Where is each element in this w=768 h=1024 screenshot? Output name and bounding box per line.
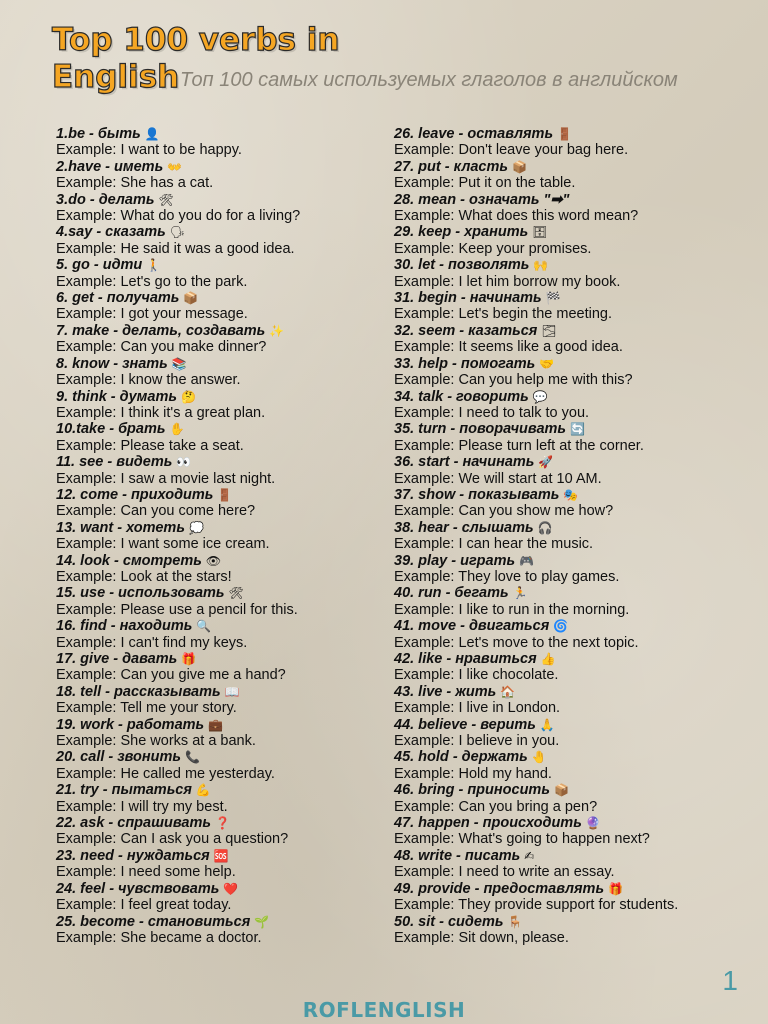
verb-emoji-icon: 🏠	[500, 684, 516, 699]
list-item	[56, 881, 396, 914]
example-sentence: Example: Can you make dinner?	[56, 339, 267, 356]
list-item	[394, 651, 734, 684]
verb-emoji-icon: 🎮	[519, 553, 535, 568]
verb-text: 13. want - хотеть	[56, 519, 185, 536]
verb-emoji-icon: 👍	[540, 652, 556, 666]
list-item	[56, 749, 396, 782]
title-line-1: Top 100 verbs in	[52, 22, 340, 58]
verb-text: 11. see - видеть	[56, 454, 173, 471]
list-item	[394, 749, 734, 782]
example-sentence: Example: Tell me your story.	[56, 700, 237, 717]
verb-text: 37. show - показывать	[394, 486, 560, 503]
verb-text: 26. leave - оставлять	[394, 126, 554, 142]
verb-emoji-icon: 🎁	[608, 881, 624, 896]
list-item	[56, 454, 396, 487]
verb-emoji-icon: ✨	[269, 323, 285, 338]
verb-emoji-icon: 🤔	[180, 389, 196, 404]
verb-emoji-icon: 💭	[188, 520, 204, 535]
verb-heading	[394, 126, 734, 142]
example-sentence: Example: Please use a pencil for this.	[56, 601, 298, 618]
verb-emoji-icon: 🌫	[541, 323, 557, 338]
list-item	[394, 356, 734, 389]
verb-text: 28. mean - означать "➡"	[394, 191, 570, 208]
verb-heading	[56, 421, 396, 437]
verb-text: 30. let - позволять	[394, 257, 530, 274]
verb-emoji-icon: 🎁	[181, 652, 197, 666]
verb-text: 6. get - получать	[56, 290, 180, 307]
list-item	[56, 782, 396, 815]
list-item	[56, 389, 396, 422]
verb-emoji-icon: 👐	[167, 159, 183, 174]
verb-heading	[56, 914, 396, 930]
list-item	[56, 618, 396, 651]
example-sentence: Example: It seems like a good idea.	[394, 339, 623, 356]
example-sentence: Example: I want some ice cream.	[56, 536, 270, 553]
verb-text: 4.say - сказать	[56, 224, 166, 241]
verb-heading	[394, 323, 734, 339]
list-item	[394, 717, 734, 750]
verb-emoji-icon: 🏁	[545, 291, 561, 306]
verb-emoji-icon: 📖	[224, 684, 240, 699]
verb-emoji-icon: 👁	[205, 553, 222, 568]
verb-heading	[394, 782, 734, 798]
example-sentence: Example: Keep your promises.	[394, 240, 592, 257]
example-sentence: Example: He called me yesterday.	[56, 765, 275, 782]
verb-emoji-icon: 🚀	[538, 455, 554, 470]
verb-text: 42. like - нравиться	[394, 651, 537, 667]
verb-emoji-icon: 👤	[144, 127, 160, 141]
verb-heading	[394, 881, 734, 897]
verb-text: 10.take - брать	[56, 421, 166, 438]
verb-heading	[394, 520, 734, 536]
list-item	[56, 290, 396, 323]
example-sentence: Example: I like chocolate.	[394, 667, 559, 684]
example-sentence: Example: What do you do for a living?	[56, 208, 301, 225]
list-item	[394, 848, 734, 881]
example-sentence: Example: Let's go to the park.	[56, 273, 248, 290]
example-sentence: Example: Hold my hand.	[394, 765, 552, 782]
verb-heading	[56, 815, 396, 831]
verb-emoji-icon: 📦	[511, 159, 527, 174]
verb-text: 31. begin - начинать	[394, 290, 542, 307]
verb-emoji-icon: 💪	[195, 783, 211, 798]
verb-text: 34. talk - говорить	[394, 388, 529, 405]
example-sentence: Example: Look at the stars!	[56, 568, 232, 585]
list-item	[394, 585, 734, 618]
verb-heading	[56, 684, 396, 700]
page-number: 1	[722, 965, 738, 996]
example-sentence: Example: Can you come here?	[56, 503, 256, 520]
example-sentence: Example: Can you show me how?	[394, 503, 614, 520]
verb-heading	[56, 126, 396, 142]
example-sentence: Example: I got your message.	[56, 306, 248, 323]
list-item	[394, 224, 734, 257]
verb-heading	[394, 848, 734, 864]
example-sentence: Example: What does this word mean?	[394, 208, 639, 225]
verb-heading	[394, 651, 734, 667]
verb-emoji-icon: 🙌	[533, 258, 549, 273]
brand-name: ROFLENGLISH	[302, 998, 466, 1022]
verb-heading	[56, 290, 396, 306]
verb-text: 5. go - идти	[56, 257, 143, 274]
verb-text: 49. provide - предоставлять	[394, 880, 605, 897]
list-item	[56, 651, 396, 684]
verb-heading	[56, 881, 396, 897]
list-item	[56, 848, 396, 881]
verb-text: 18. tell - рассказывать	[56, 683, 221, 700]
verb-emoji-icon: 🪑	[507, 914, 523, 929]
verb-text: 50. sit - сидеть	[394, 913, 504, 930]
list-item	[56, 585, 396, 618]
verb-emoji-icon: 📚	[171, 356, 187, 371]
verb-heading	[56, 356, 396, 372]
verb-heading	[56, 782, 396, 798]
list-item	[394, 192, 734, 225]
verb-heading	[394, 618, 734, 634]
verb-emoji-icon: 🚪	[557, 127, 573, 141]
list-item	[56, 192, 396, 225]
list-item	[394, 553, 734, 586]
example-sentence: Example: Can you bring a pen?	[394, 798, 598, 815]
verb-text: 29. keep - хранить	[394, 224, 529, 241]
verb-heading	[56, 192, 396, 208]
list-item	[394, 454, 734, 487]
verb-emoji-icon: 🔍	[196, 619, 212, 634]
list-item	[394, 389, 734, 422]
list-item	[56, 717, 396, 750]
verb-text: 3.do - делать	[56, 191, 155, 208]
list-item	[56, 684, 396, 717]
list-item	[56, 159, 396, 192]
verb-emoji-icon: 🛠	[158, 192, 174, 207]
verb-emoji-icon: 💬	[532, 389, 548, 404]
verb-emoji-icon: 📦	[553, 783, 569, 798]
example-sentence: Example: I need some help.	[56, 864, 236, 881]
verb-text: 40. run - бегать	[394, 585, 509, 602]
verb-emoji-icon: 🤚	[531, 750, 547, 765]
example-sentence: Example: I will try my best.	[56, 798, 228, 815]
verb-heading	[394, 684, 734, 700]
verb-heading	[394, 224, 734, 240]
verb-heading	[394, 487, 734, 503]
verb-heading	[56, 651, 396, 667]
verb-heading	[394, 290, 734, 306]
verb-text: 8. know - знать	[56, 355, 168, 372]
example-sentence: Example: I think it's a great plan.	[56, 404, 266, 421]
verb-heading	[394, 159, 734, 175]
list-item	[394, 618, 734, 651]
verb-heading	[394, 389, 734, 405]
verb-emoji-icon: 🌱	[254, 914, 270, 929]
example-sentence: Example: I can hear the music.	[394, 536, 594, 553]
verb-emoji-icon: 🌀	[553, 619, 569, 634]
verb-emoji-icon: 👀	[176, 455, 192, 470]
verb-emoji-icon: 🚶	[146, 258, 162, 273]
list-item	[394, 159, 734, 192]
example-sentence: Example: I believe in you.	[394, 733, 560, 750]
example-sentence: Example: I need to write an essay.	[394, 864, 615, 881]
example-sentence: Example: I can't find my keys.	[56, 634, 248, 651]
example-sentence: Example: I saw a movie last night.	[56, 470, 276, 487]
verb-text: 35. turn - поворачивать	[394, 421, 567, 438]
list-item	[56, 356, 396, 389]
verb-emoji-icon: 🛠	[228, 586, 244, 601]
list-item	[394, 782, 734, 815]
page-subtitle: Топ 100 самых используемых глаголов в английском	[180, 69, 678, 91]
verb-heading	[394, 914, 734, 930]
verb-text: 21. try - пытаться	[56, 782, 192, 799]
verb-heading	[56, 257, 396, 273]
example-sentence: Example: Sit down, please.	[394, 929, 569, 946]
verb-emoji-icon: 🎧	[537, 520, 553, 535]
example-sentence: Example: Put it on the table.	[394, 175, 576, 192]
example-sentence: Example: We will start at 10 AM.	[394, 470, 602, 487]
list-item	[56, 421, 396, 454]
verb-emoji-icon: 📦	[183, 291, 199, 306]
verb-heading	[394, 421, 734, 437]
example-sentence: Example: Can you give me a hand?	[56, 667, 286, 684]
verb-emoji-icon: 🙏	[539, 717, 555, 732]
verb-text: 36. start - начинать	[394, 454, 535, 471]
verb-heading	[56, 749, 396, 765]
verb-emoji-icon: 🗄	[532, 225, 548, 240]
verb-heading	[394, 192, 734, 208]
list-item	[394, 126, 734, 159]
verb-text: 7. make - делать, создавать	[56, 322, 266, 339]
verb-text: 19. work - работать	[56, 716, 205, 733]
verb-emoji-icon: 💼	[208, 717, 224, 732]
verb-text: 46. bring - приносить	[394, 782, 550, 799]
verb-emoji-icon: 🔄	[570, 422, 585, 437]
verb-text: 27. put - класть	[394, 158, 508, 175]
verb-heading	[394, 553, 734, 569]
example-sentence: Example: They provide support for students.	[394, 897, 679, 914]
verb-text: 1.be - быть	[56, 126, 141, 142]
list-item	[56, 126, 396, 159]
example-sentence: Example: Let's move to the next topic.	[394, 634, 639, 651]
example-sentence: Example: Can you help me with this?	[394, 372, 633, 389]
example-sentence: Example: I know the answer.	[56, 372, 241, 389]
list-item	[394, 487, 734, 520]
verb-heading	[394, 356, 734, 372]
list-item	[56, 553, 396, 586]
verb-text: 15. use - использовать	[56, 585, 225, 602]
verb-text: 45. hold - держать	[394, 749, 528, 766]
list-item	[56, 224, 396, 257]
verb-emoji-icon: 🗣	[169, 225, 186, 240]
list-item	[56, 323, 396, 356]
verb-heading	[394, 454, 734, 470]
verb-emoji-icon: 🚪	[217, 487, 233, 502]
title-line-2: English	[52, 59, 180, 95]
verb-text: 20. call - звонить	[56, 749, 182, 766]
list-item	[394, 421, 734, 454]
verb-text: 14. look - смотреть	[56, 552, 202, 569]
example-sentence: Example: I want to be happy.	[56, 142, 242, 159]
example-sentence: Example: He said it was a good idea.	[56, 240, 295, 257]
verb-text: 41. move - двигаться	[394, 618, 550, 635]
verb-heading	[56, 323, 396, 339]
example-sentence: Example: She works at a bank.	[56, 733, 256, 750]
verb-text: 47. happen - происходить	[394, 815, 582, 832]
verb-emoji-icon: ❓	[215, 816, 230, 831]
verb-text: 43. live - жить	[394, 683, 497, 700]
verb-heading	[56, 487, 396, 503]
verb-heading	[56, 585, 396, 601]
list-item	[56, 520, 396, 553]
list-item	[56, 257, 396, 290]
example-sentence: Example: I live in London.	[394, 700, 561, 717]
verb-text: 9. think - думать	[56, 388, 177, 405]
verb-heading	[394, 585, 734, 601]
verb-emoji-icon: ✍	[524, 848, 535, 863]
verb-text: 2.have - иметь	[56, 158, 164, 175]
verb-emoji-icon: 🤝	[539, 356, 555, 371]
example-sentence: Example: She has a cat.	[56, 175, 214, 192]
example-sentence: Example: What's going to happen next?	[394, 831, 650, 848]
verb-text: 12. come - приходить	[56, 486, 214, 503]
verb-text: 16. find - находить	[56, 618, 193, 635]
verb-heading	[56, 159, 396, 175]
example-sentence: Example: She became a doctor.	[56, 929, 262, 946]
verb-emoji-icon: 🆘	[213, 848, 229, 863]
verb-heading	[394, 749, 734, 765]
verb-list-right-column	[394, 126, 734, 946]
example-sentence: Example: I feel great today.	[56, 897, 232, 914]
list-item	[394, 290, 734, 323]
list-item	[394, 881, 734, 914]
list-item	[394, 815, 734, 848]
verb-heading	[56, 553, 396, 569]
verb-heading	[394, 257, 734, 273]
example-sentence: Example: I like to run in the morning.	[394, 601, 630, 618]
verb-emoji-icon: ✋	[169, 422, 185, 437]
example-sentence: Example: They love to play games.	[394, 568, 620, 585]
list-item	[394, 323, 734, 356]
verb-text: 23. need - нуждаться	[56, 847, 210, 864]
verb-emoji-icon: 🏃	[512, 586, 528, 601]
example-sentence: Example: Don't leave your bag here.	[394, 142, 629, 159]
verb-heading	[56, 224, 396, 240]
list-item	[394, 520, 734, 553]
verb-emoji-icon: 🎭	[563, 487, 579, 502]
verb-heading	[56, 454, 396, 470]
example-sentence: Example: I need to talk to you.	[394, 404, 590, 421]
verb-list-left-column	[56, 126, 396, 946]
verb-heading	[56, 520, 396, 536]
verb-heading	[394, 717, 734, 733]
example-sentence: Example: I let him borrow my book.	[394, 273, 621, 290]
list-item	[56, 815, 396, 848]
verb-text: 48. write - писать	[394, 847, 521, 864]
verb-text: 25. become - становиться	[56, 913, 251, 930]
list-item	[394, 684, 734, 717]
example-sentence: Example: Let's begin the meeting.	[394, 306, 612, 323]
verb-emoji-icon: 🔮	[585, 816, 601, 831]
example-sentence: Example: Please turn left at the corner.	[394, 437, 644, 454]
verb-text: 24. feel - чувствовать	[56, 880, 220, 897]
list-item	[394, 257, 734, 290]
verb-heading	[56, 618, 396, 634]
example-sentence: Example: Can I ask you a question?	[56, 831, 289, 848]
list-item	[394, 914, 734, 947]
verb-heading	[56, 389, 396, 405]
verb-text: 44. believe - верить	[394, 716, 536, 733]
verb-heading	[394, 815, 734, 831]
verb-text: 22. ask - спрашивать	[56, 815, 211, 832]
verb-text: 33. help - помогать	[394, 355, 536, 372]
verb-emoji-icon: 📞	[185, 750, 200, 765]
verb-text: 39. play - играть	[394, 552, 516, 569]
list-item	[56, 914, 396, 947]
verb-heading	[56, 717, 396, 733]
verb-text: 38. hear - слышать	[394, 519, 534, 536]
verb-text: 32. seem - казаться	[394, 322, 538, 339]
verb-text: 17. give - давать	[56, 651, 178, 667]
verb-heading	[56, 848, 396, 864]
example-sentence: Example: Please take a seat.	[56, 437, 244, 454]
list-item	[56, 487, 396, 520]
verb-emoji-icon: ❤️	[223, 881, 239, 896]
